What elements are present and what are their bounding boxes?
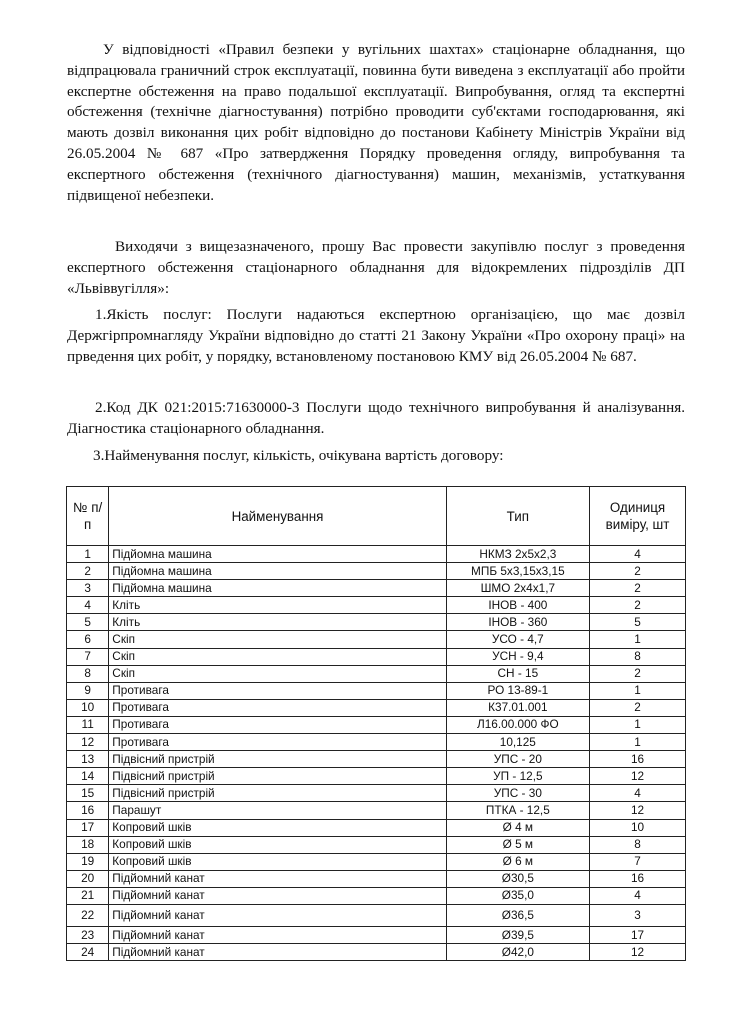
cell-qty: 4 xyxy=(590,785,686,802)
cell-qty: 2 xyxy=(590,597,686,614)
cell-num: 1 xyxy=(67,546,109,563)
table-row xyxy=(67,631,686,648)
cell-name: Підйомна машина xyxy=(109,546,446,563)
table-row xyxy=(67,580,686,597)
table-header-row xyxy=(67,487,686,546)
table-row xyxy=(67,665,686,682)
table-row xyxy=(67,648,686,665)
paragraph-dk-code: 2.Код ДК 021:2015:71630000-3 Послуги щодо технічного випробування й аналізування. Діагностика стаціонарного обладнання. xyxy=(67,399,685,437)
cell-type: ІНОВ - 400 xyxy=(446,597,589,614)
table-row xyxy=(67,768,686,785)
cell-type: Л16.00.000 ФО xyxy=(446,716,589,733)
cell-qty: 1 xyxy=(590,716,686,733)
cell-name: Підвісний пристрій xyxy=(109,785,446,802)
cell-name: Підйомний канат xyxy=(109,926,446,943)
cell-qty: 8 xyxy=(590,836,686,853)
cell-type: Ø 6 м xyxy=(446,853,589,870)
cell-type: НКМЗ 2х5х2,3 xyxy=(446,546,589,563)
cell-type: Ø 4 м xyxy=(446,819,589,836)
cell-type: ПТКА - 12,5 xyxy=(446,802,589,819)
table-row xyxy=(67,785,686,802)
cell-num: 10 xyxy=(67,699,109,716)
cell-num: 3 xyxy=(67,580,109,597)
cell-num: 21 xyxy=(67,887,109,904)
cell-type: Ø36,5 xyxy=(446,904,589,926)
header-unit: Одиниця виміру, шт xyxy=(590,487,686,546)
cell-qty: 16 xyxy=(590,870,686,887)
cell-qty: 1 xyxy=(590,682,686,699)
services-table xyxy=(66,486,686,961)
table-row xyxy=(67,699,686,716)
cell-type: УСО - 4,7 xyxy=(446,631,589,648)
cell-num: 7 xyxy=(67,648,109,665)
paragraph-table-caption: 3.Найменування послуг, кількість, очікувана вартість договору: xyxy=(93,447,504,464)
table-row xyxy=(67,944,686,961)
table-row xyxy=(67,887,686,904)
cell-name: Підйомний канат xyxy=(109,870,446,887)
header-name: Найменування xyxy=(109,487,446,546)
cell-num: 20 xyxy=(67,870,109,887)
cell-num: 14 xyxy=(67,768,109,785)
cell-name: Кліть xyxy=(109,614,446,631)
cell-name: Підйомний канат xyxy=(109,944,446,961)
cell-type: 10,125 xyxy=(446,734,589,751)
table-row xyxy=(67,597,686,614)
cell-qty: 10 xyxy=(590,819,686,836)
table-row xyxy=(67,819,686,836)
cell-name: Підйомний канат xyxy=(109,887,446,904)
cell-name: Скіп xyxy=(109,665,446,682)
table-row xyxy=(67,546,686,563)
cell-num: 2 xyxy=(67,563,109,580)
cell-qty: 12 xyxy=(590,944,686,961)
cell-num: 19 xyxy=(67,853,109,870)
header-num: № п/п xyxy=(67,487,109,546)
cell-qty: 3 xyxy=(590,904,686,926)
cell-type: К37.01.001 xyxy=(446,699,589,716)
cell-qty: 2 xyxy=(590,699,686,716)
table-row xyxy=(67,734,686,751)
cell-name: Противага xyxy=(109,699,446,716)
cell-type: УСН - 9,4 xyxy=(446,648,589,665)
cell-name: Противага xyxy=(109,682,446,699)
cell-num: 9 xyxy=(67,682,109,699)
cell-name: Скіп xyxy=(109,631,446,648)
cell-type: Ø 5 м xyxy=(446,836,589,853)
cell-name: Підвісний пристрій xyxy=(109,751,446,768)
cell-num: 23 xyxy=(67,926,109,943)
cell-qty: 4 xyxy=(590,887,686,904)
table-row xyxy=(67,870,686,887)
table-row xyxy=(67,751,686,768)
cell-name: Противага xyxy=(109,716,446,733)
cell-type: Ø30,5 xyxy=(446,870,589,887)
cell-name: Парашут xyxy=(109,802,446,819)
cell-type: ІНОВ - 360 xyxy=(446,614,589,631)
table-row xyxy=(67,802,686,819)
cell-name: Кліть xyxy=(109,597,446,614)
cell-num: 12 xyxy=(67,734,109,751)
table-row xyxy=(67,926,686,943)
cell-type: Ø35,0 xyxy=(446,887,589,904)
cell-num: 22 xyxy=(67,904,109,926)
cell-qty: 1 xyxy=(590,734,686,751)
cell-qty: 16 xyxy=(590,751,686,768)
table-row xyxy=(67,716,686,733)
cell-num: 13 xyxy=(67,751,109,768)
cell-qty: 12 xyxy=(590,768,686,785)
cell-qty: 2 xyxy=(590,563,686,580)
table-body xyxy=(67,546,686,961)
cell-type: УПС - 20 xyxy=(446,751,589,768)
table-row xyxy=(67,563,686,580)
table-row xyxy=(67,853,686,870)
cell-type: МПБ 5х3,15х3,15 xyxy=(446,563,589,580)
cell-num: 17 xyxy=(67,819,109,836)
cell-name: Підвісний пристрій xyxy=(109,768,446,785)
cell-name: Підйомна машина xyxy=(109,580,446,597)
cell-qty: 2 xyxy=(590,665,686,682)
cell-type: РО 13-89-1 xyxy=(446,682,589,699)
table-row xyxy=(67,904,686,926)
paragraph-safety-rules: У відповідності «Правил безпеки у вугільних шахтах» стаціонарне обладнання, що відпрацювала граничний строк експлуатації, повинна бути виведена з експлуатації або пройти експертне обстеження на право подальшої експлуатації. Випробування, огляд та експертні обстеження (технічне діагностування) потрібно проводити суб'єктами господарювання, які мають дозвіл виконання цих робіт відповідно до постанови Кабінету Міністрів України від 26.05.2004 № 687 «Про затвердження Порядку проведення огляду, випробування та експертного обстеження (технічного діагностування) машин, механізмів, устаткування підвищеної небезпеки. xyxy=(67,41,685,204)
cell-qty: 7 xyxy=(590,853,686,870)
cell-type: Ø39,5 xyxy=(446,926,589,943)
table-row xyxy=(67,614,686,631)
cell-num: 5 xyxy=(67,614,109,631)
header-type: Тип xyxy=(446,487,589,546)
cell-name: Підйомний канат xyxy=(109,904,446,926)
cell-name: Копровий шків xyxy=(109,853,446,870)
table-row xyxy=(67,682,686,699)
cell-name: Підйомна машина xyxy=(109,563,446,580)
cell-num: 11 xyxy=(67,716,109,733)
cell-num: 4 xyxy=(67,597,109,614)
cell-qty: 1 xyxy=(590,631,686,648)
cell-type: ШМО 2х4х1,7 xyxy=(446,580,589,597)
cell-name: Противага xyxy=(109,734,446,751)
cell-qty: 2 xyxy=(590,580,686,597)
cell-qty: 12 xyxy=(590,802,686,819)
cell-name: Скіп xyxy=(109,648,446,665)
paragraph-service-quality: 1.Якість послуг: Послуги надаються експертною організацією, що має дозвіл Держгірпромнагляду України відповідно до статті 21 Закону України «Про охорону праці» на прведення цих робіт, у порядку, встановленому постановою КМУ від 26.05.2004 № 687. xyxy=(67,306,685,365)
cell-num: 18 xyxy=(67,836,109,853)
cell-qty: 8 xyxy=(590,648,686,665)
cell-qty: 4 xyxy=(590,546,686,563)
cell-type: УП - 12,5 xyxy=(446,768,589,785)
cell-num: 8 xyxy=(67,665,109,682)
cell-qty: 17 xyxy=(590,926,686,943)
cell-qty: 5 xyxy=(590,614,686,631)
cell-num: 15 xyxy=(67,785,109,802)
cell-type: Ø42,0 xyxy=(446,944,589,961)
cell-type: УПС - 30 xyxy=(446,785,589,802)
table-row xyxy=(67,836,686,853)
cell-name: Копровий шків xyxy=(109,819,446,836)
paragraph-request: Виходячи з вищезазначеного, прошу Вас провести закупівлю послуг з проведення експертного обстеження стаціонарного обладнання для відокремлених підрозділів ДП «Львіввугілля»: xyxy=(67,238,685,297)
cell-name: Копровий шків xyxy=(109,836,446,853)
cell-num: 6 xyxy=(67,631,109,648)
cell-type: СН - 15 xyxy=(446,665,589,682)
cell-num: 16 xyxy=(67,802,109,819)
cell-num: 24 xyxy=(67,944,109,961)
